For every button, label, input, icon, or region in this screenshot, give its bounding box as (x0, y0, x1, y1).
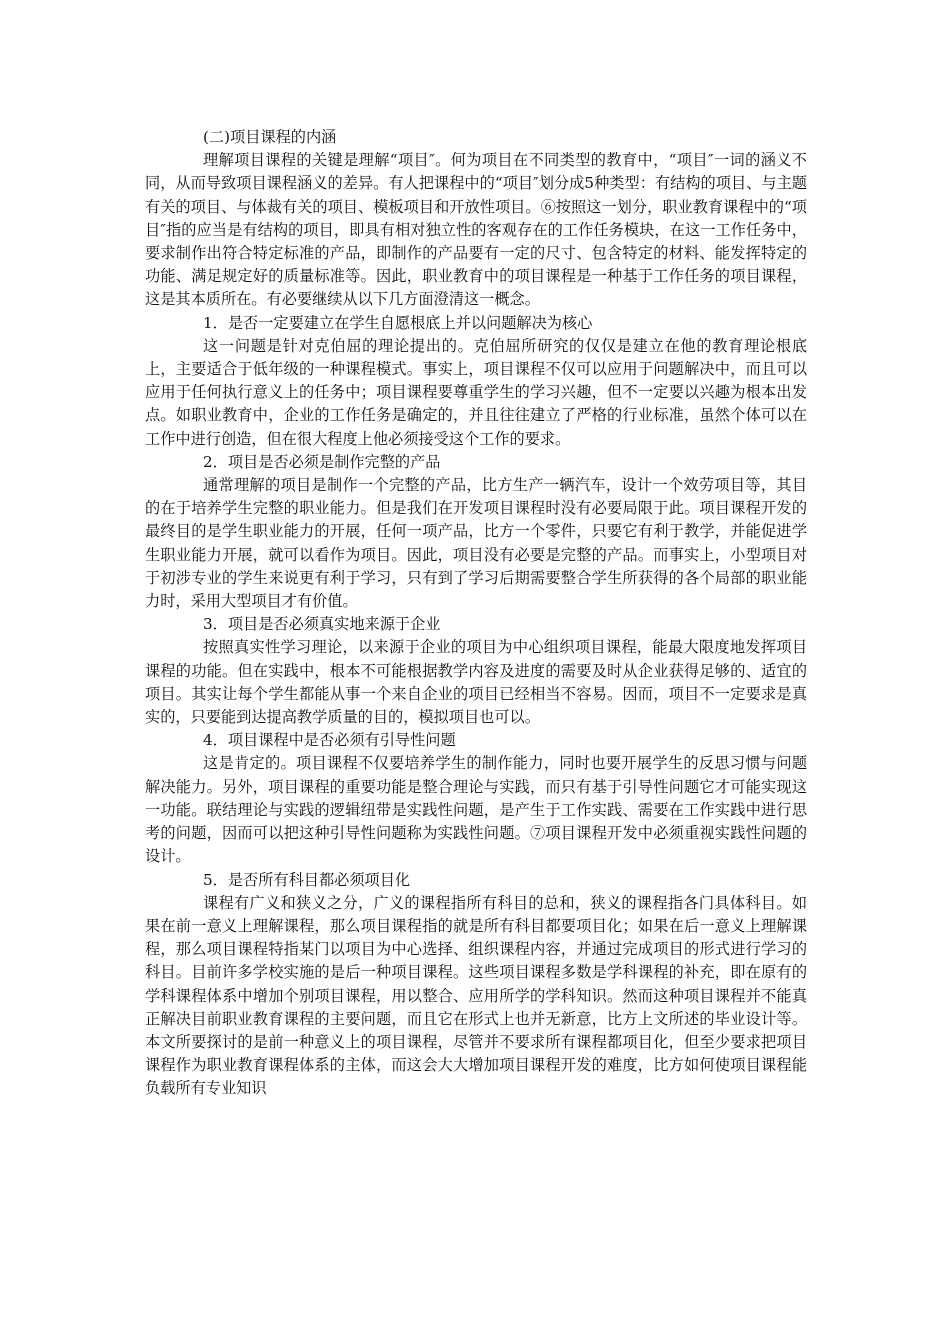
item-5-heading: 5．是否所有科目都必须项目化 (203, 870, 411, 889)
item-2-heading: 2．项目是否必须是制作完整的产品 (203, 452, 441, 471)
item-2-paragraph: 通常理解的项目是制作一个完整的产品，比方生产一辆汽车，设计一个效劳项目等，其目的在于培养学生完整的职业能力。但是我们在开发项目课程时没有必要局限于此。项目课程开发的最终目的是学生职业能力的开展，任何一项产品，比方一个零件，只要它有利于教学，并能促进学生职业能力开展，就可以看作为项目。因此，项目没有必要是完整的产品。而事实上，小型项目对于初涉专业的学生来说更有利于学习，只有到了学习后期需要整合学生所获得的各个局部的职业能力时，采用大型项目才有价值。 (145, 476, 807, 611)
item-5-paragraph: 课程有广义和狭义之分，广义的课程指所有科目的总和，狭义的课程指各门具体科目。如果在前一意义上理解课程，那么项目课程指的就是所有科目都要项目化；如果在后一意义上理解课程，那么项目课程特指某门以项目为中心选择、组织课程内容，并通过完成项目的形式进行学习的科目。目前许多学校实施的是后一种项目课程。这些项目课程多数是学科课程的补充，即在原有的学科课程体系中增加个别项目课程，用以整合、应用所学的学科知识。然而这种项目课程并不能真正解决目前职业教育课程的主要问题，而且它在形式上也并无新意，比方上文所述的毕业设计等。本文所要探讨的是前一种意义上的项目课程，尽管并不要求所有课程都项目化，但至少要求把项目课程作为职业教育课程体系的主体，而这会大大增加项目课程开发的难度，比方如何使项目课程能负载所有专业知识 (145, 893, 807, 1098)
section-title: (二)项目课程的内涵 (203, 128, 337, 146)
item-4-paragraph: 这是肯定的。项目课程不仅要培养学生的制作能力，同时也要开展学生的反思习惯与问题解决能力。另外，项目课程的重要功能是整合理论与实践，而只有基于引导性问题它才可能实现这一功能。联结理论与实践的逻辑纽带是实践性问题，是产生于工作实践、需要在工作实践中进行思考的问题，因而可以把这种引导性问题称为实践性问题。⑦项目课程开发中必须重视实践性问题的设计。 (145, 754, 807, 866)
item-3-paragraph: 按照真实性学习理论，以来源于企业的项目为中心组织项目课程，能最大限度地发挥项目课程的功能。但在实践中，根本不可能根据教学内容及进度的需要及时从企业获得足够的、适宜的项目。其实让每个学生都能从事一个来自企业的项目已经相当不容易。因而，项目不一定要求是真实的，只要能到达提高教学质量的目的，模拟项目也可以。 (145, 638, 807, 727)
item-3-heading: 3．项目是否必须真实地来源于企业 (203, 615, 441, 634)
item-1-heading: 1．是否一定要建立在学生自愿根底上并以问题解决为核心 (203, 313, 593, 332)
document-page (145, 126, 807, 1101)
intro-paragraph: 理解项目课程的关键是理解“项目″。何为项目在不同类型的教育中，“项目″一词的涵义不同，从而导致项目课程涵义的差异。有人把课程中的“项目″划分成5种类型：有结构的项目、与主题有关的项目、与体裁有关的项目、模板项目和开放性项目。⑥按照这一划分，职业教育课程中的“项目″指的应当是有结构的项目，即具有相对独立性的客观存在的工作任务模块，在这一工作任务中，要求制作出符合特定标准的产品，即制作的产品要有一定的尺寸、包含特定的材料、能发挥特定的功能、满足规定好的质量标准等。因此，职业教育中的项目课程是一种基于工作任务的项目课程，这是其本质所在。有必要继续从以下几方面澄清这一概念。 (145, 151, 807, 309)
item-1-paragraph: 这一问题是针对克伯屈的理论提出的。克伯屈所研究的仅仅是建立在他的教育理论根底上，主要适合于低年级的一种课程模式。事实上，项目课程不仅可以应用于问题解决中，而且可以应用于任何执行意义上的任务中；项目课程要尊重学生的学习兴趣，但不一定要以兴趣为根本出发点。如职业教育中，企业的工作任务是确定的，并且往往建立了严格的行业标准，虽然个体可以在工作中进行创造，但在很大程度上他必须接受这个工作的要求。 (145, 336, 807, 448)
item-4-heading: 4．项目课程中是否必须有引导性问题 (203, 731, 456, 750)
